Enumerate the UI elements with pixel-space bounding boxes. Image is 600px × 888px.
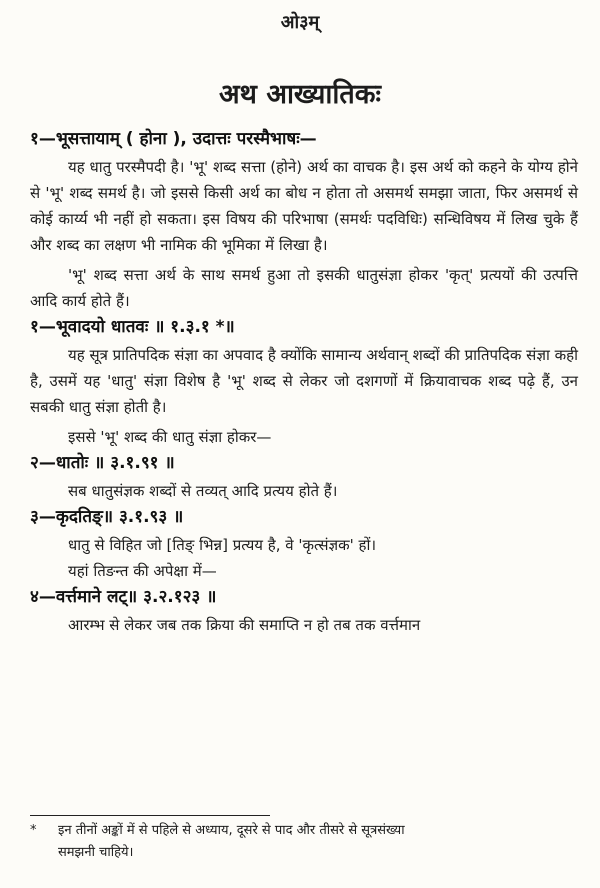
paragraph: यहां तिङन्त की अपेक्षा में— bbox=[68, 562, 217, 580]
footnote-divider bbox=[30, 815, 270, 816]
sutra-heading: २—धातोः ॥ ३.१.९१ ॥ bbox=[30, 453, 175, 473]
footnote-line-2: समझनी चाहिये। bbox=[58, 845, 134, 860]
sutra-heading: १—भूवादयो धातवः ॥ १.३.१ *॥ bbox=[30, 317, 235, 337]
sutra-heading: ३—कृदतिङ्॥ ३.१.९३ ॥ bbox=[30, 507, 184, 527]
paragraph: इससे 'भू' शब्द की धातु संज्ञा होकर— bbox=[68, 428, 272, 446]
sutra-heading: १—भूसत्तायाम् ( होना ), उदात्तः परस्मैभाषः— bbox=[30, 129, 317, 149]
footnote-line-1: इन तीनों अङ्कों में से पहिले से अध्याय, दूसरे से पाद और तीसरे से सूत्रसंख्या bbox=[58, 823, 405, 838]
page-top-title: ओ३म् bbox=[280, 12, 320, 33]
paragraph: धातु से विहित जो [तिङ् भिन्न] प्रत्यय है, वे 'कृत्संज्ञक' हों। bbox=[68, 536, 377, 554]
sutra-heading: ४—वर्त्तमाने लट्॥ ३.२.१२३ ॥ bbox=[30, 587, 217, 607]
paragraph: यह धातु परस्मैपदी है। 'भू' शब्द सत्ता (होने) अर्थ का वाचक है। इस अर्थ को कहने के योग्य होने से 'भू' शब्द समर्थ है। जो इससे किसी अर्थ का बोध न होता तो असमर्थ समझा जाता, फिर असमर्थ से कोई कार्य्य भी नहीं हो सकता। इस विषय की परिभाषा (समर्थः पदविधिः) सन्धिविषय में लिख चुके हैं और शब्द का लक्षण भी नामिक की भूमिका में लिखा है। bbox=[30, 158, 578, 254]
paragraph: 'भू' शब्द सत्ता अर्थ के साथ समर्थ हुआ तो इसकी धातुसंज्ञा होकर 'कृत्' प्रत्ययों की उत्पत्ति आदि कार्य होते हैं। bbox=[30, 266, 578, 310]
page-content bbox=[30, 126, 578, 638]
paragraph: सब धातुसंज्ञक शब्दों से तव्यत् आदि प्रत्यय होते हैं। bbox=[68, 482, 338, 500]
footnote-marker: * bbox=[30, 823, 37, 838]
paragraph: आरम्भ से लेकर जब तक क्रिया की समाप्ति न हो तब तक वर्त्तमान bbox=[68, 616, 421, 634]
paragraph: यह सूत्र प्रातिपदिक संज्ञा का अपवाद है क्योंकि सामान्य अर्थवान् शब्दों की प्रातिपदिक संज्ञा कही है, उसमें यह 'धातु' संज्ञा विशेष है 'भू' शब्द से लेकर जो दशगणों में क्रियावाचक शब्द पढ़े हैं, उन सबकी धातु संज्ञा होती है। bbox=[30, 346, 578, 416]
chapter-heading: अथ आख्यातिकः bbox=[219, 79, 381, 110]
footnote bbox=[30, 820, 578, 864]
